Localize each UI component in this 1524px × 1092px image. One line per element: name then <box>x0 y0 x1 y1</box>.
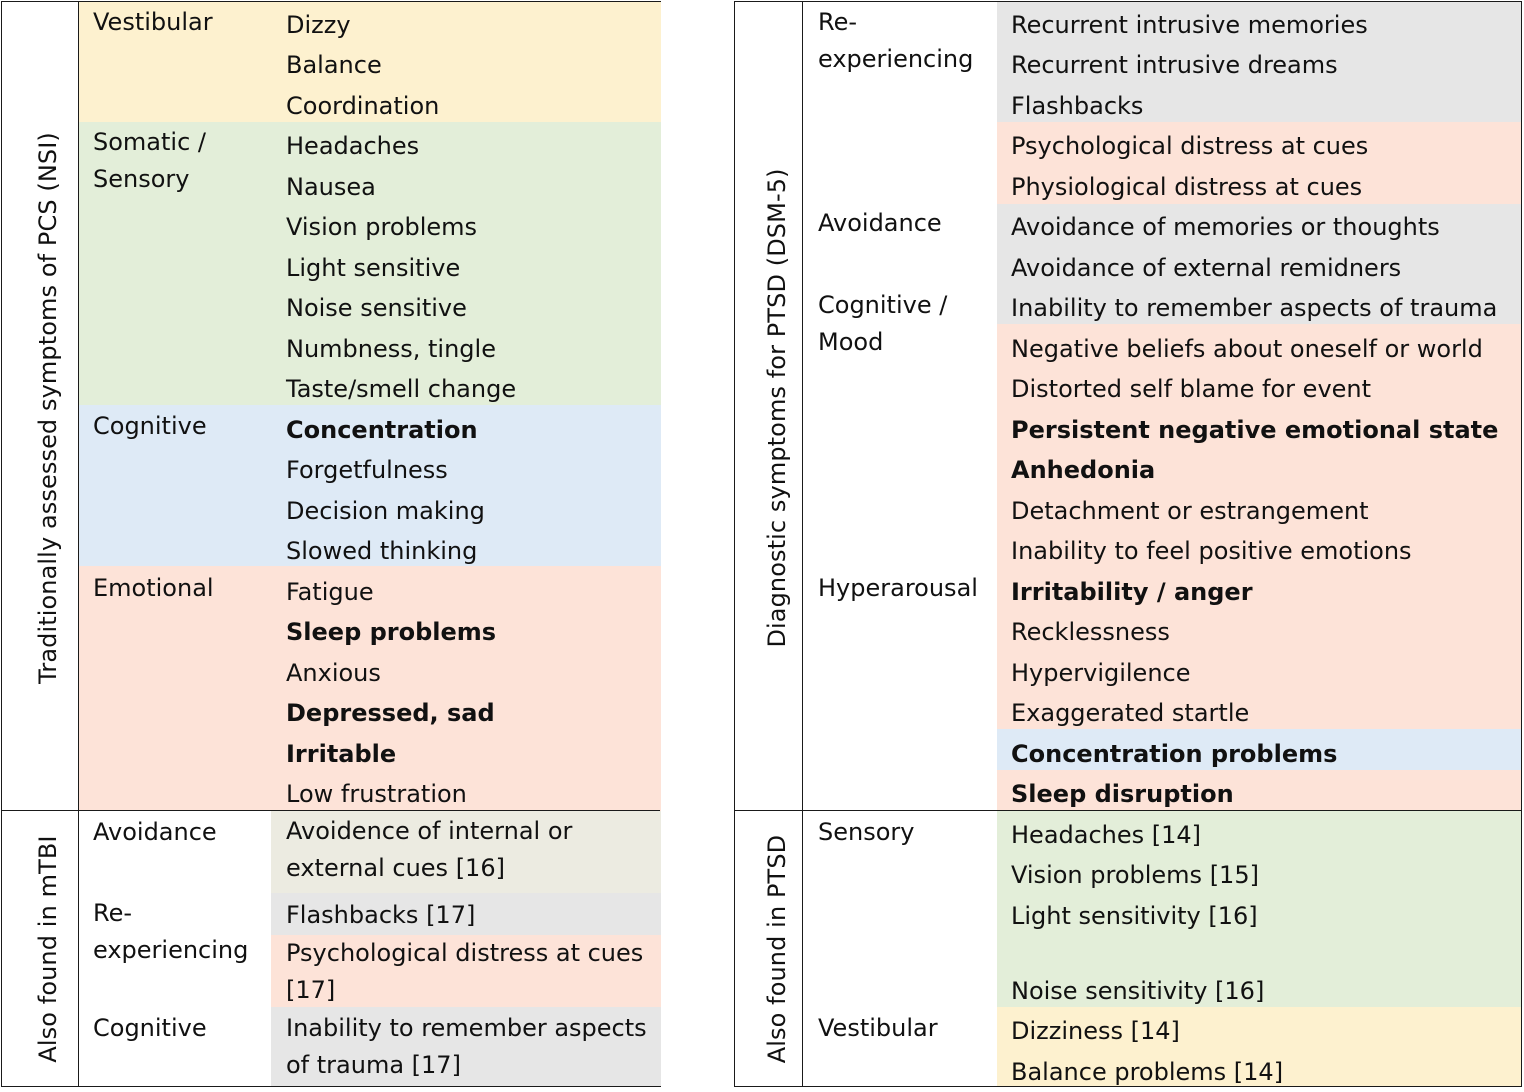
category-re-experiencing: Re-experiencing <box>93 899 249 964</box>
symptom-item: Decision making <box>286 497 485 525</box>
symptom-item: Fatigue <box>286 578 374 606</box>
symptom-item: Concentration <box>286 416 478 444</box>
symptom-item: Avoidance of memories or thoughts <box>1011 213 1440 241</box>
symptom-item: Noise sensitive <box>286 294 467 322</box>
symptom-item: Persistent negative emotional state <box>1011 416 1499 444</box>
category-sensory: Sensory <box>818 818 915 846</box>
category-re-experiencing: Re-experiencing <box>818 8 974 73</box>
symptom-item: Psychological distress at cues <box>1011 132 1369 160</box>
ptsd-item: Dizziness [14] <box>1011 1017 1180 1045</box>
ptsd-item: Balance problems [14] <box>1011 1058 1284 1086</box>
symptom-item: Physiological distress at cues <box>1011 173 1363 201</box>
category-vestibular: Vestibular <box>818 1014 938 1042</box>
symptom-item: Anxious <box>286 659 381 687</box>
symptom-item: Irritability / anger <box>1011 578 1253 606</box>
symptom-item: Depressed, sad <box>286 699 495 727</box>
symptom-item: Vision problems <box>286 213 478 241</box>
symptom-item: Concentration problems <box>1011 740 1338 768</box>
ptsd-symptoms-table: Diagnostic symptoms for PTSD (DSM-5) Also found in PTSD Re-experiencing Avoidance Cognitive / Mood Hyperarousal Sensory Vestibular Recurrent intrusive memories Recurrent intrusive dreams Flashbacks Psychological distress at cues Physiological distress at cues Avoidance of memories or thoughts Avoidance of external remidners Inability to remember aspects of trauma Negative beliefs about oneself or world Distorted self blame for event Persistent negative emotional state Anhedonia Detachment or estrangement Inability to feel positive emotions Irritability / anger Recklessness Hypervigilence Exaggerated startle Concentration problems Sleep disruption Headaches [14] Vision problems [15] Light sensitivity [16] Noise sensitivity [16] Dizziness [14] Balance problems [14] <box>734 1 1522 1087</box>
divider <box>78 2 79 1086</box>
category-avoidance: Avoidance <box>818 209 942 237</box>
ptsd-item: Vision problems [15] <box>1011 861 1259 889</box>
symptom-item: Irritable <box>286 740 397 768</box>
category-cognitive-mood: Cognitive / Mood <box>818 291 948 356</box>
symptom-item: Distorted self blame for event <box>1011 375 1372 403</box>
symptom-item: Dizzy <box>286 11 351 39</box>
symptom-item: Sleep problems <box>286 618 497 646</box>
symptom-item: Headaches <box>286 132 420 160</box>
symptom-item: Forgetfulness <box>286 456 448 484</box>
symptom-item: Taste/smell change <box>286 375 517 403</box>
category-hyperarousal: Hyperarousal <box>818 574 978 602</box>
symptom-item: Numbness, tingle <box>286 335 496 363</box>
symptom-item: Nausea <box>286 173 376 201</box>
ptsd-item: Noise sensitivity [16] <box>1011 977 1265 1005</box>
mtbi-item: Avoidence of internal or external cues [16] <box>286 817 573 882</box>
mtbi-item: Psychological distress at cues [17] <box>286 939 644 1004</box>
symptom-item: Slowed thinking <box>286 537 478 565</box>
ptsd-item: Headaches [14] <box>1011 821 1202 849</box>
symptom-item: Avoidance of external remidners <box>1011 254 1402 282</box>
symptom-item: Flashbacks <box>1011 92 1144 120</box>
category-somatic-sensory: Somatic / Sensory <box>93 128 206 193</box>
symptom-item: Detachment or estrangement <box>1011 497 1369 525</box>
symptom-item: Coordination <box>286 92 440 120</box>
symptom-item: Anhedonia <box>1011 456 1156 484</box>
symptom-item: Recurrent intrusive memories <box>1011 11 1368 39</box>
symptom-item: Hypervigilence <box>1011 659 1191 687</box>
divider <box>802 2 803 1086</box>
symptom-item: Light sensitive <box>286 254 461 282</box>
symptom-item: Inability to remember aspects of trauma <box>1011 294 1498 322</box>
category-avoidance: Avoidance <box>93 818 217 846</box>
symptom-item: Negative beliefs about oneself or world <box>1011 335 1483 363</box>
symptom-item: Recurrent intrusive dreams <box>1011 51 1338 79</box>
pcs-symptoms-table: Traditionally assessed symptoms of PCS (NSI) Also found in mTBI Vestibular Somatic / Sensory Cognitive Emotional Avoidance Re-experiencing Cognitive Dizzy Balance Coordination Headaches Nausea Vision problems Light sensitive Noise sensitive Numbness, tingle Taste/smell change Concentration Forgetfulness Decision making Slowed thinking Fatigue Sleep problems Anxious Depressed, sad Irritable Low frustration Avoidence of internal or external cues [16] Flashbacks [17] Psychological distress at cues [17] Inability to remember aspects of trauma [17] <box>1 1 661 1087</box>
symptom-item: Inability to feel positive emotions <box>1011 537 1412 565</box>
mtbi-item: Inability to remember aspects of trauma [17] <box>286 1014 647 1079</box>
symptom-item: Sleep disruption <box>1011 780 1234 808</box>
symptom-item: Recklessness <box>1011 618 1170 646</box>
symptom-item: Balance <box>286 51 382 79</box>
category-cognitive-mtbi: Cognitive <box>93 1014 207 1042</box>
category-vestibular: Vestibular <box>93 8 213 36</box>
mtbi-item: Flashbacks [17] <box>286 901 476 929</box>
symptom-item: Exaggerated startle <box>1011 699 1250 727</box>
ptsd-item: Light sensitivity [16] <box>1011 902 1258 930</box>
category-emotional: Emotional <box>93 574 214 602</box>
category-cognitive: Cognitive <box>93 412 207 440</box>
symptom-item: Low frustration <box>286 780 467 808</box>
